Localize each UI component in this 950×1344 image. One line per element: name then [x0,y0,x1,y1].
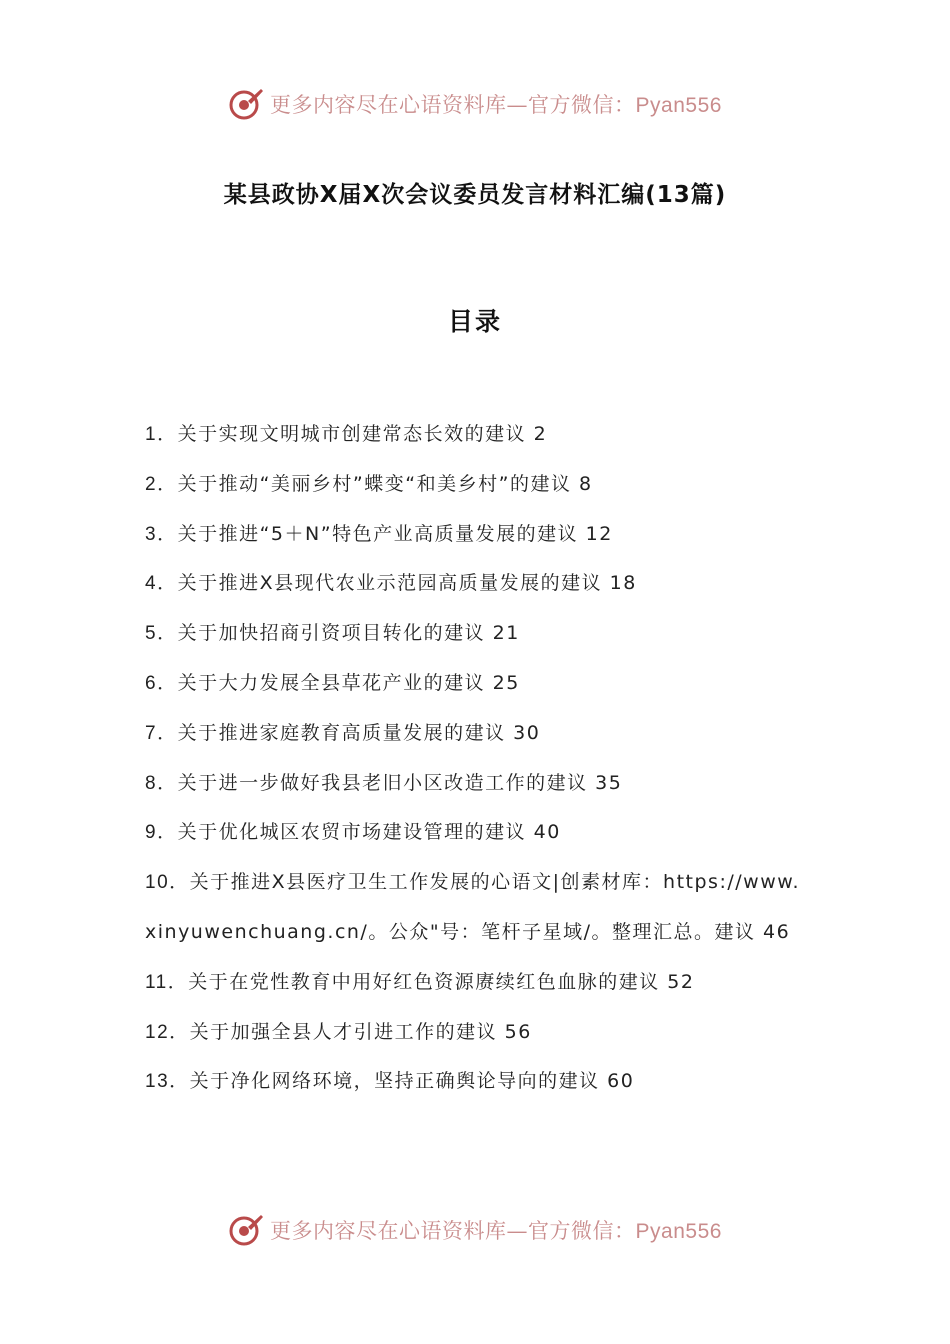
toc-item[interactable]: 5．关于加快招商引资项目转化的建议 21 [145,622,520,645]
toc-item[interactable]: 2．关于推动“美丽乡村”蝶变“和美乡村”的建议 8 [145,472,593,495]
toc-item[interactable]: 7．关于推进家庭教育高质量发展的建议 30 [145,721,541,744]
toc-item[interactable]: 4．关于推进X县现代农业示范园高质量发展的建议 18 [145,572,637,595]
toc-heading: 目录 [447,307,502,336]
toc-item[interactable]: 6．关于大力发展全县草花产业的建议 25 [145,671,520,694]
toc-item[interactable]: 1．关于实现文明城市创建常态长效的建议 2 [145,423,548,445]
watermark-text: 更多内容尽在心语资料库—官方微信：Pyan556 [270,93,722,117]
toc-item[interactable]: 13．关于净化网络环境，坚持正确舆论导向的建议 60 [145,1070,635,1093]
watermark-banner-top [0,84,950,124]
table-of-contents [145,410,810,1107]
watermark-banner-bottom [0,1210,950,1250]
toc-item[interactable]: 9．关于优化城区农贸市场建设管理的建议 40 [145,821,561,844]
document-title: 某县政协X届X次会议委员发言材料汇编(13篇) [223,182,727,208]
pen-circle-logo-icon [228,1212,264,1248]
pen-circle-logo-icon [228,86,264,122]
watermark-text: 更多内容尽在心语资料库—官方微信：Pyan556 [270,1219,722,1243]
toc-item[interactable]: 3．关于推进“5＋N”特色产业高质量发展的建议 12 [145,522,613,545]
toc-item[interactable]: 11．关于在党性教育中用好红色资源赓续红色血脉的建议 52 [145,970,695,993]
toc-item[interactable]: 8．关于进一步做好我县老旧小区改造工作的建议 35 [145,771,623,794]
toc-item[interactable]: 10．关于推进X县医疗卫生工作发展的心语文|创素材库：https://www.xinyuwenchuang.cn/。公众"号：笔杆子星域/。整理汇总。建议 46 [145,871,801,943]
toc-item[interactable]: 12．关于加强全县人才引进工作的建议 56 [145,1020,532,1043]
